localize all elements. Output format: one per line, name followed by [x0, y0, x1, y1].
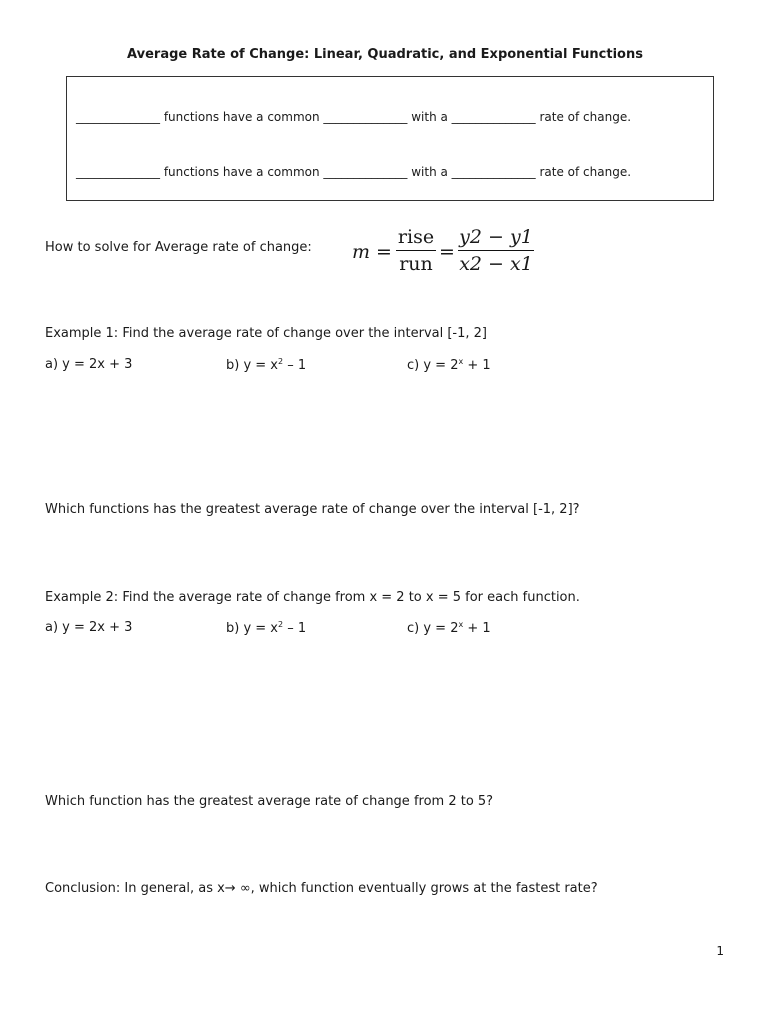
fill-in-line-2: ______________ functions have a common ______________ with a ______________ rate of change.: [76, 165, 632, 179]
page-number: 1: [716, 944, 724, 958]
formula-fraction-y-x: [458, 226, 534, 275]
formula-equals: =: [439, 241, 455, 263]
example2-heading: Example 2: Find the average rate of change from x = 2 to x = 5 for each function.: [45, 590, 580, 605]
formula-lhs: m =: [352, 241, 392, 263]
formula-y-difference: y2 − y1: [459, 226, 533, 248]
fraction-bar: [396, 250, 436, 251]
fill-in-line-1: ______________ functions have a common ______________ with a ______________ rate of change.: [76, 110, 632, 124]
fill-in-box: [66, 76, 714, 201]
page-title: Average Rate of Change: Linear, Quadratic, and Exponential Functions: [127, 47, 643, 62]
example1-question: Which functions has the greatest average rate of change over the interval [-1, 2]?: [45, 502, 580, 517]
formula-run: run: [399, 253, 433, 275]
formula-x-difference: x2 − x1: [459, 253, 533, 275]
example2-question: Which function has the greatest average rate of change from 2 to 5?: [45, 794, 494, 809]
example1-part-a: a) y = 2x + 3: [45, 357, 133, 372]
formula-rise: rise: [397, 226, 435, 248]
example2-part-a: a) y = 2x + 3: [45, 620, 133, 635]
conclusion-question: Conclusion: In general, as x→ ∞, which function eventually grows at the fastest rate?: [45, 881, 598, 896]
formula-fraction-rise-run: [396, 226, 436, 275]
example1-part-c: c) $y = 2^x + 1$: [407, 357, 491, 373]
howto-label: How to solve for Average rate of change:: [45, 240, 312, 255]
example1-heading: Example 1: Find the average rate of change over the interval [-1, 2]: [45, 326, 487, 341]
fraction-bar: [458, 250, 534, 251]
example2-part-c: c) $y = 2^x + 1$: [407, 620, 491, 636]
example1-part-b: b) $y = x^2 - 1$: [226, 357, 307, 373]
example2-part-b: b) $y = x^2 - 1$: [226, 620, 307, 636]
